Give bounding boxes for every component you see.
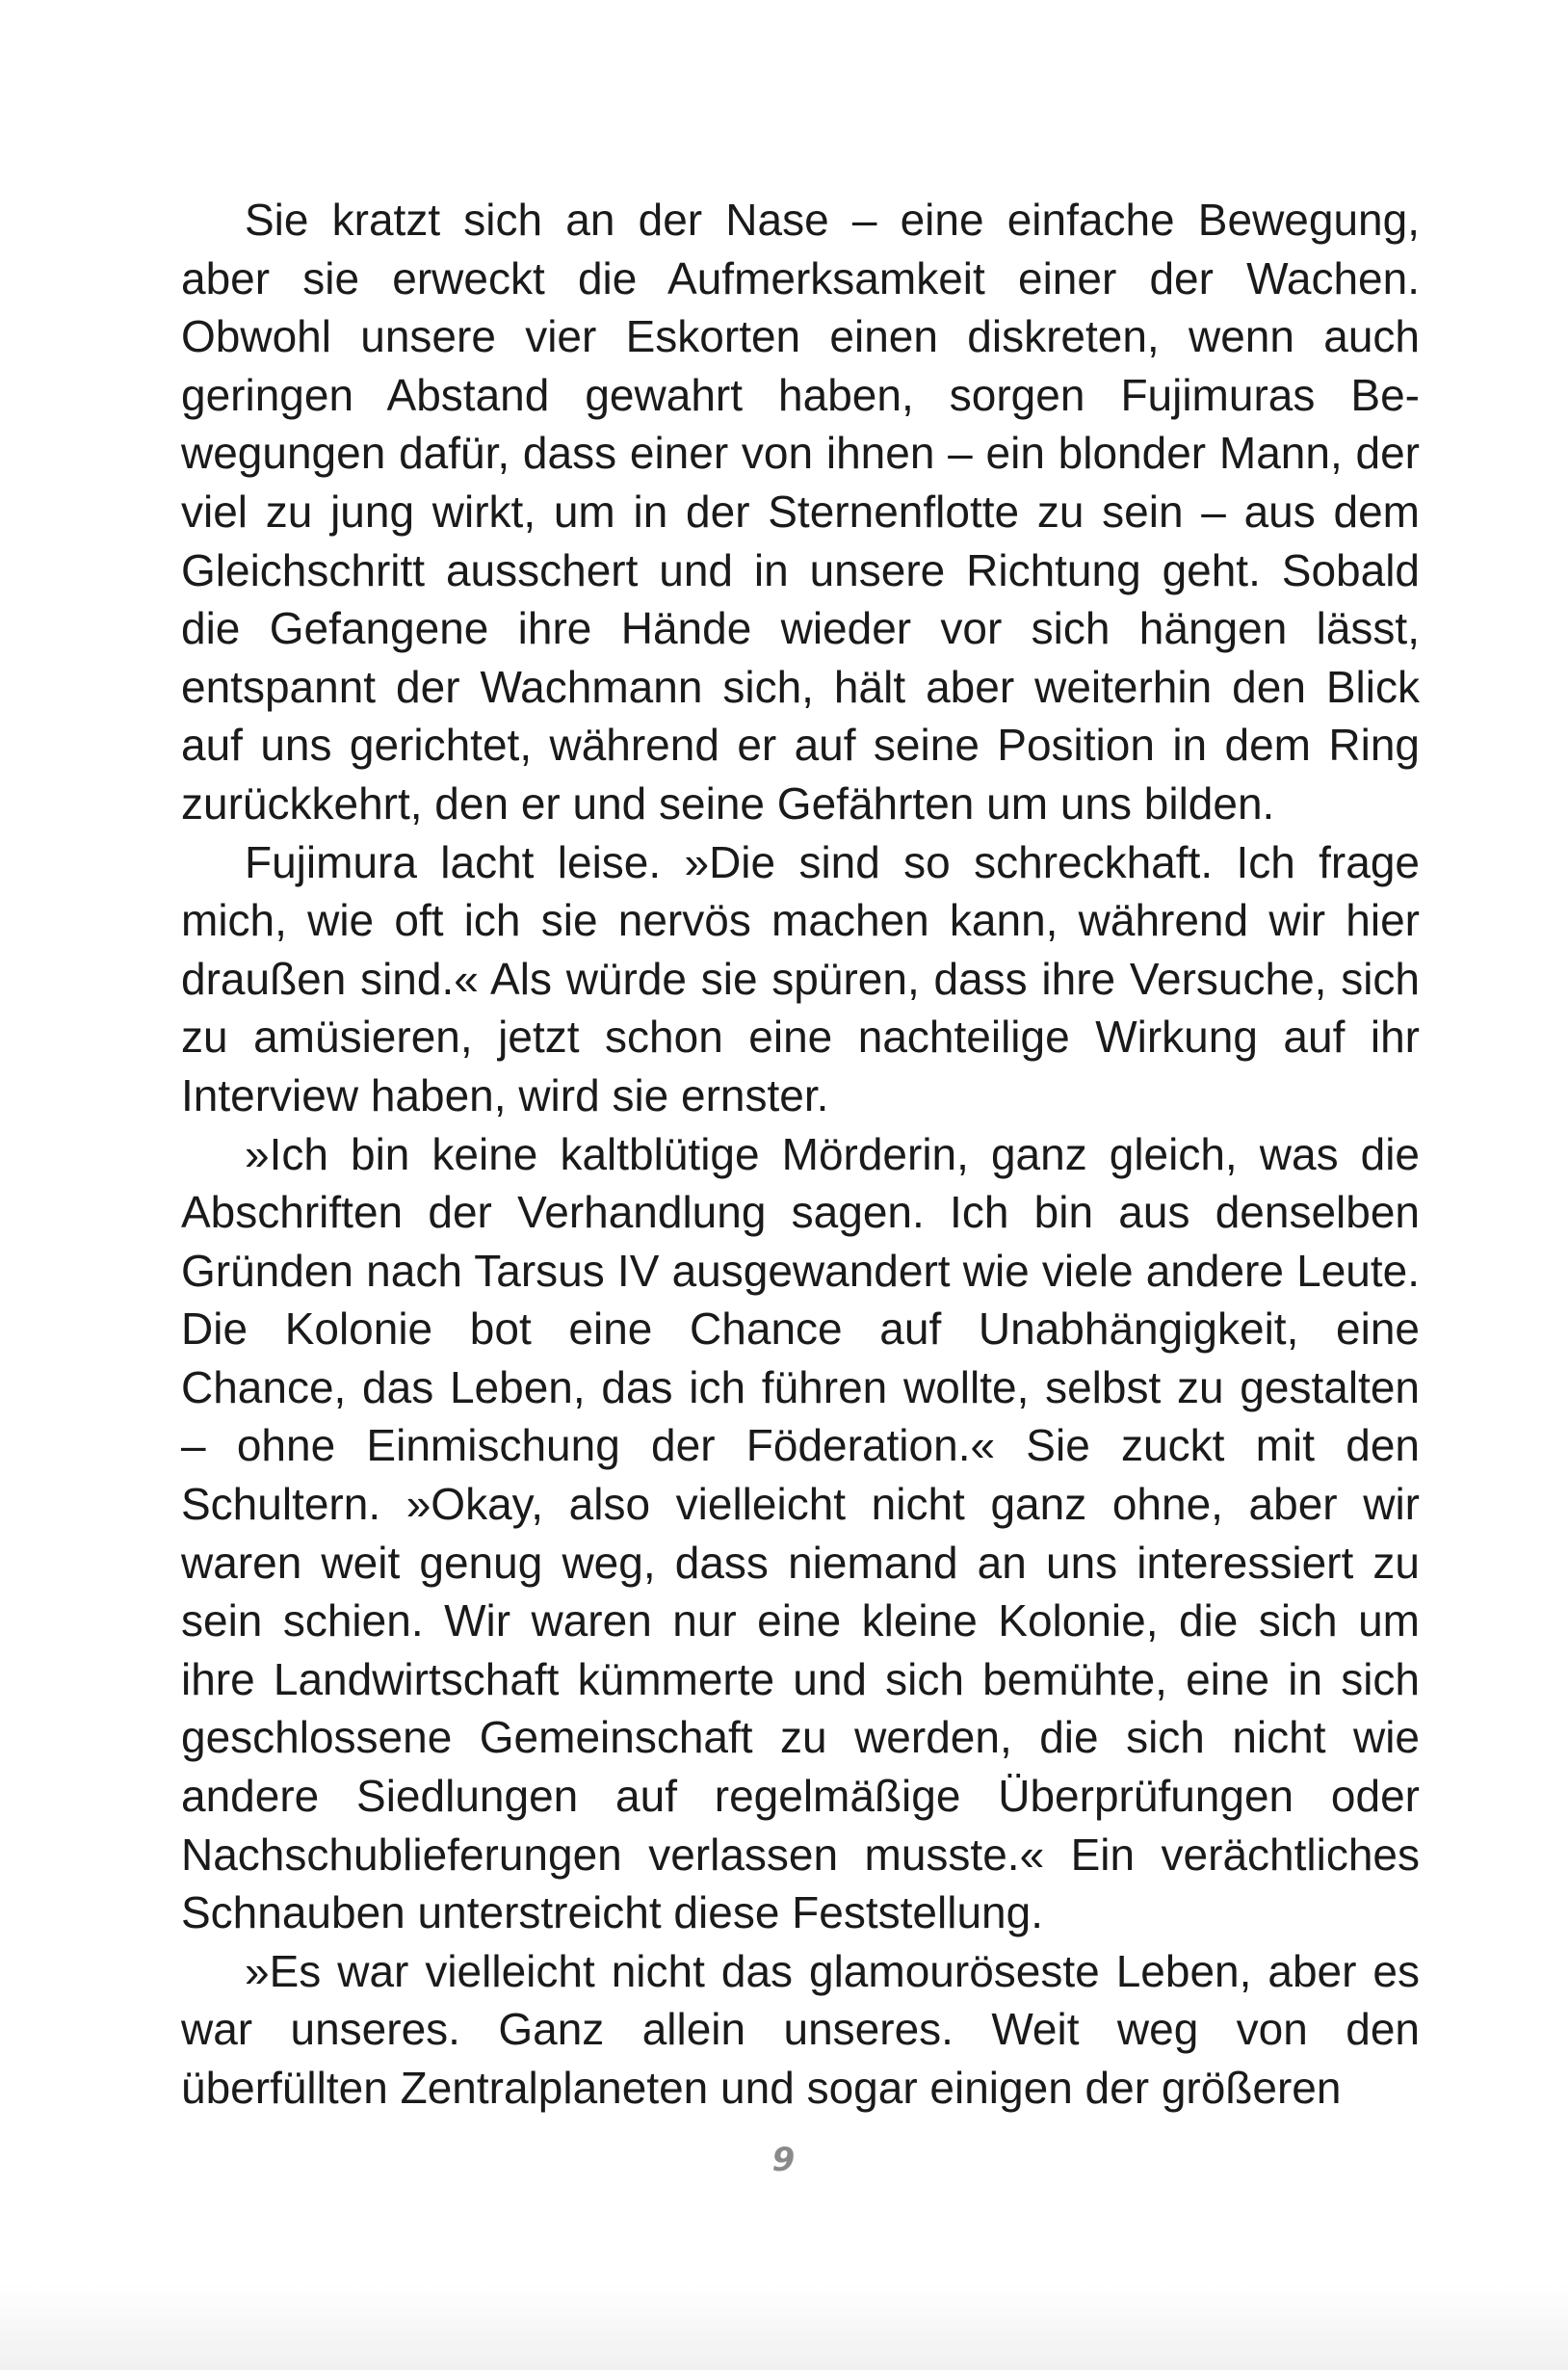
paragraph-3: »Ich bin keine kaltblütige Mörderin, ganz gleich, was die Abschriften der Verhandlung sagen. Ich bin aus denselben Gründen nach Tarsus IV ausgewandert wie viele andere Leute. Die Kolonie bot eine Chance auf Unabhängigkeit, eine Chance, das Leben, das ich führen wollte, selbst zu gestalten – ohne Einmischung der Föderation.« Sie zuckt mit den Schultern. »Okay, also vielleicht nicht ganz ohne, aber wir waren weit genug weg, dass niemand an uns interessiert zu sein schien. Wir waren nur eine kleine Kolonie, die sich um ihre Landwirtschaft kümmerte und sich bemühte, eine in sich geschlossene Gemeinschaft zu werden, die sich nicht wie andere Siedlungen auf regelmäßige Überprüfungen oder Nachschublieferungen verlassen musste.« Ein verächtliches Schnauben unterstreicht diese Feststellung. (181, 1128, 1420, 1938)
paragraph-2: Fujimura lacht leise. »Die sind so schreckhaft. Ich frage mich, wie oft ich sie nervös machen kann, während wir hier draußen sind.« Als würde sie spüren, dass ihre Versuche, sich zu amüsieren, jetzt schon eine nachteilige Wirkung auf ihr Interview haben, wird sie ernster. (181, 836, 1420, 1120)
page-number: 9 (771, 2141, 797, 2179)
body-text (181, 191, 1420, 2118)
paragraph-1: Sie kratzt sich an der Nase – eine einfache Bewegung, aber sie erweckt die Aufmerksamkeit einer der Wachen. Obwohl unsere vier Eskorten einen diskreten, wenn auch geringen Abstand gewahrt haben, sorgen Fujimuras Bewegungen dafür, dass einer von ihnen – ein blonder Mann, der viel zu jung wirkt, um in der Sternenflotte zu sein – aus dem Gleichschritt ausschert und in unsere Richtung geht. Sobald die Gefangene ihre Hände wieder vor sich hängen lässt, entspannt der Wachmann sich, hält aber weiterhin den Blick auf uns gerichtet, während er auf seine Position in dem Ring zurückkehrt, den er und seine Gefährten um uns bilden. (181, 195, 1420, 829)
bottom-shadow (0, 2283, 1568, 2370)
paragraph-4: »Es war vielleicht nicht das glamouröseste Leben, aber es war unseres. Ganz allein unseres. Weit weg von den überfüllten Zentralplaneten und sogar einigen der größeren (181, 1945, 1420, 2113)
